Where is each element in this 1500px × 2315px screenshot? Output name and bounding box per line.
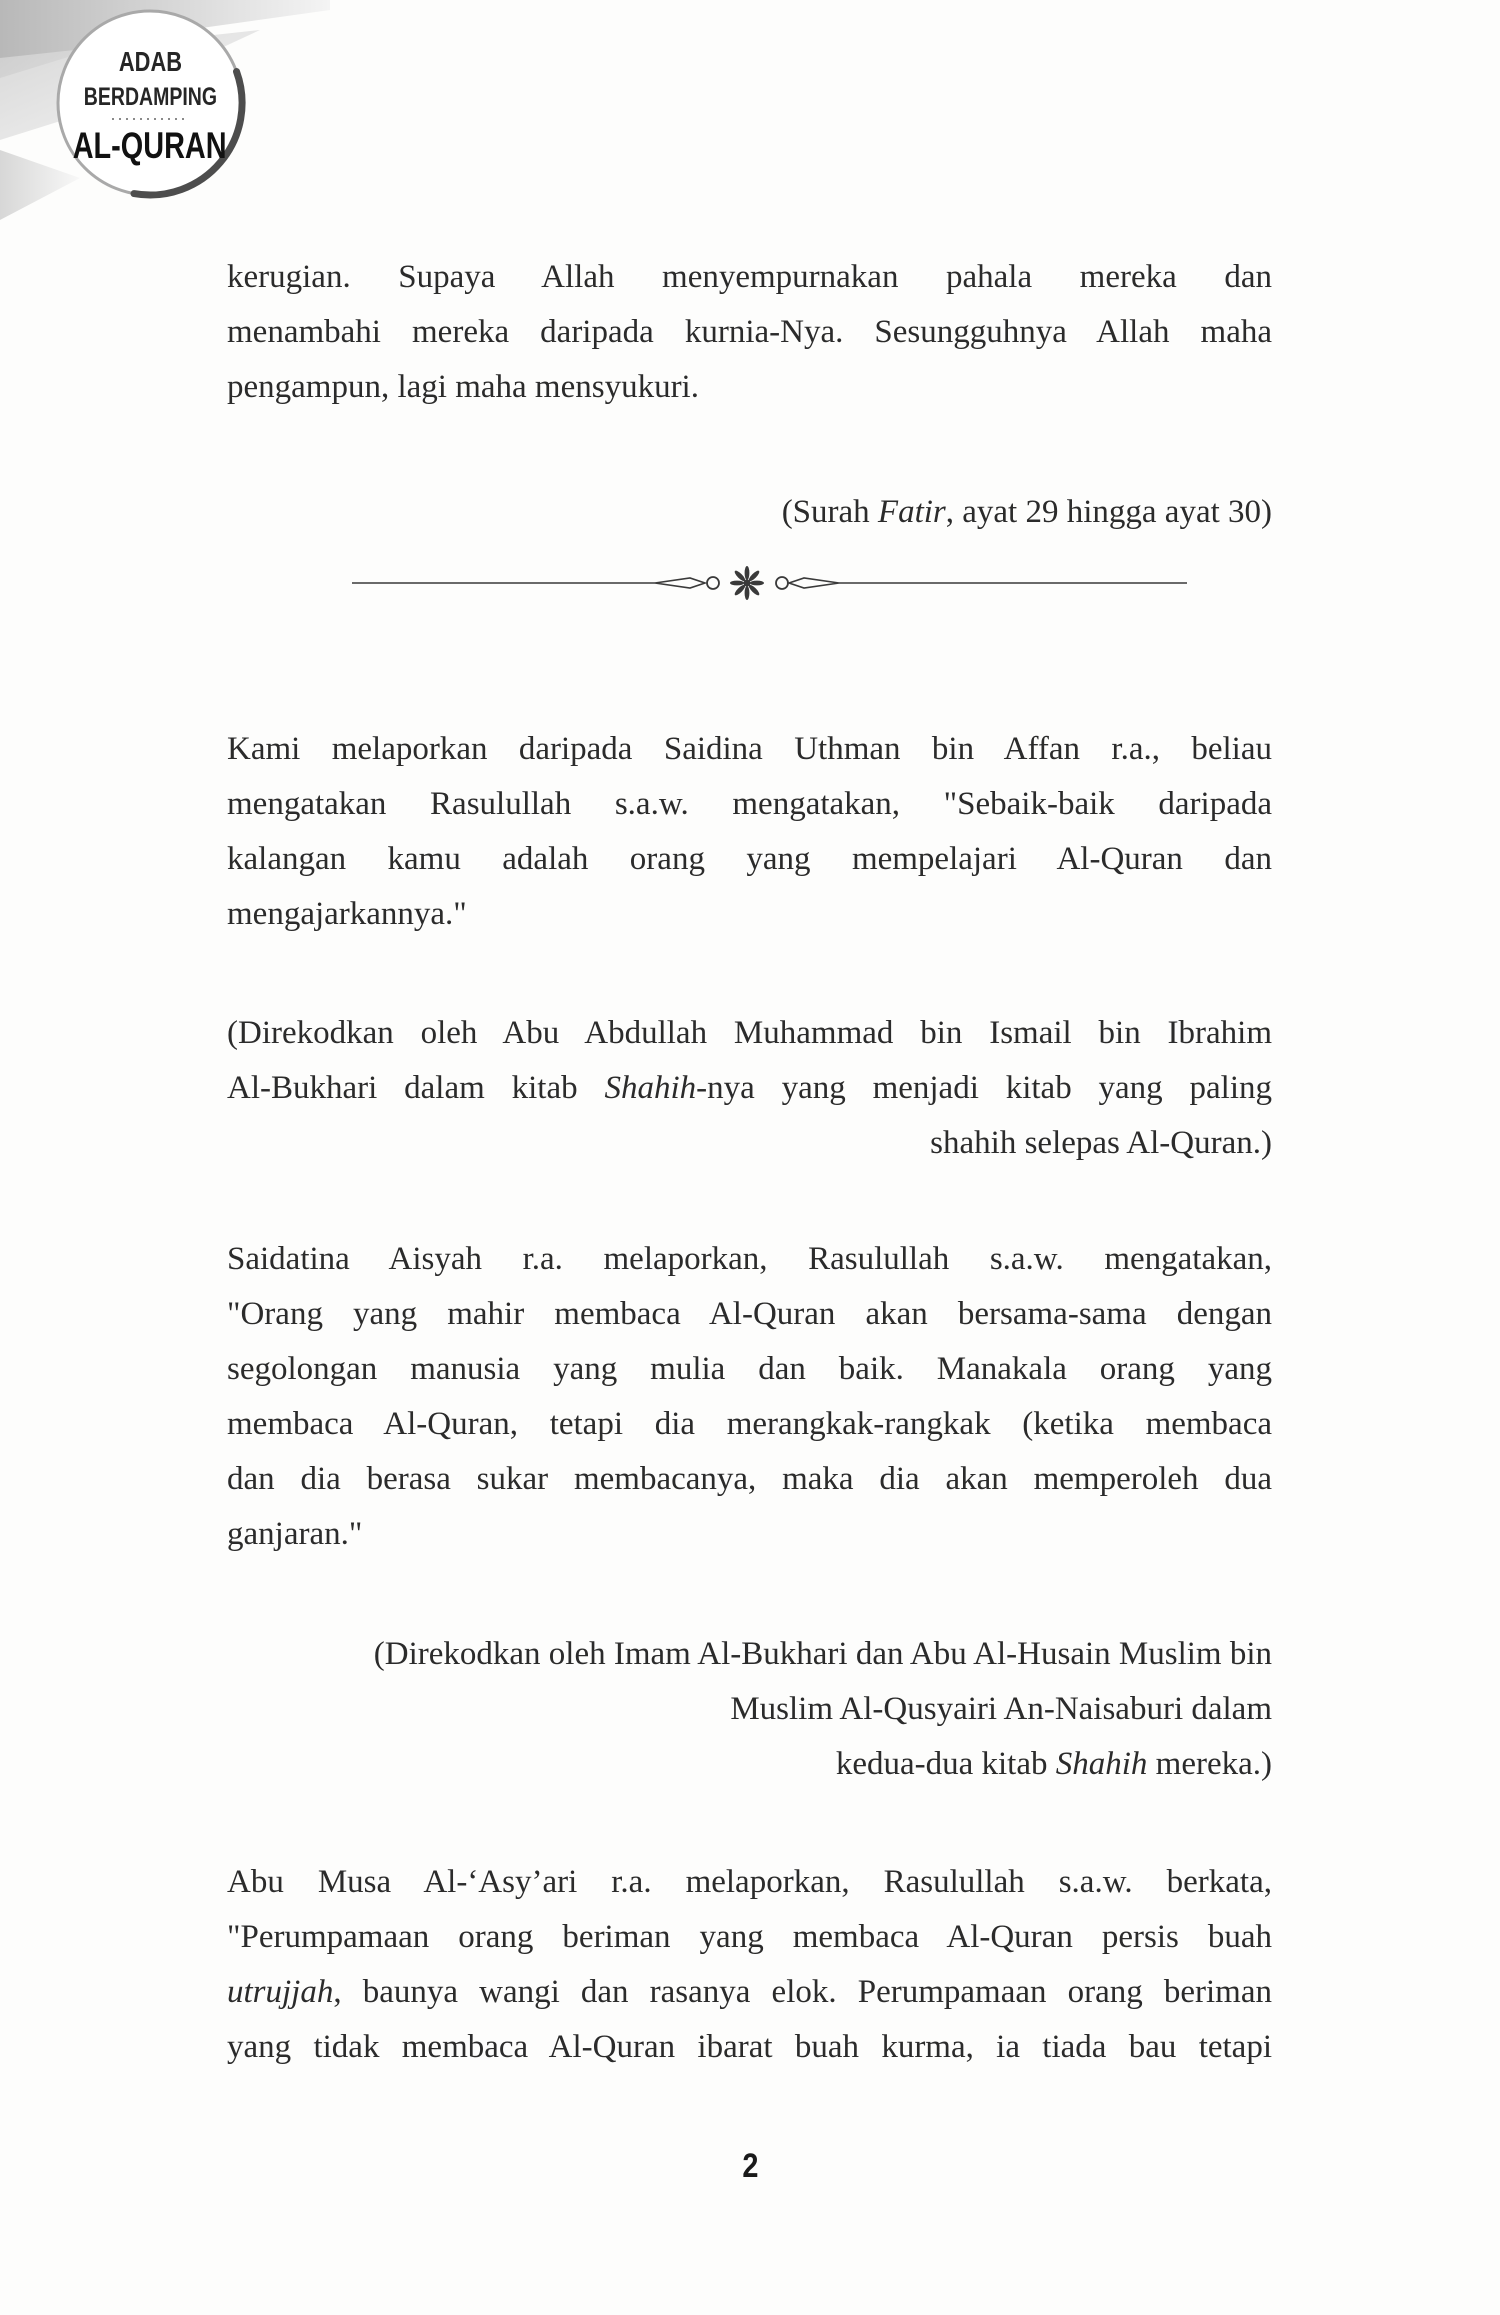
citation-2 <box>227 1006 1272 1171</box>
logo-emblem-graphic <box>0 0 330 240</box>
paragraph-line: pengampun, lagi maha mensyukuri. <box>227 369 699 405</box>
paragraph-text: , baunya wangi dan rasanya elok. Perumpamaan orang beriman <box>333 1974 1272 2010</box>
citation-text: -nya yang menjadi kitab yang paling <box>696 1070 1272 1106</box>
citation-line: shahih selepas Al-Quran.) <box>930 1125 1272 1161</box>
paragraph-line: "Perumpamaan orang beriman yang membaca Al-Quran persis buah <box>227 1919 1272 1955</box>
paragraph-2 <box>227 722 1272 942</box>
citation-line: Muslim Al-Qusyairi An-Naisaburi dalam <box>730 1691 1272 1727</box>
paragraph-line: Saidatina Aisyah r.a. melaporkan, Rasulullah s.a.w. mengatakan, <box>227 1241 1272 1277</box>
surah-name: Fatir <box>877 494 946 530</box>
paragraph-line: mengatakan Rasulullah s.a.w. mengatakan, "Sebaik-baik daripada <box>227 786 1272 822</box>
paragraph-line: segolongan manusia yang mulia dan baik. Manakala orang yang <box>227 1351 1272 1387</box>
ornamental-divider <box>0 540 1500 630</box>
citation-text: kedua-dua kitab <box>835 1746 1056 1782</box>
citation-line <box>227 1061 1272 1116</box>
paragraph-line <box>227 1965 1272 2020</box>
paragraph-line: mengajarkannya." <box>227 896 467 932</box>
paragraph-line: Kami melaporkan daripada Saidina Uthman bin Affan r.a., beliau <box>227 731 1272 767</box>
paragraph-line: Abu Musa Al-‘Asy’ari r.a. melaporkan, Rasulullah s.a.w. berkata, <box>227 1864 1272 1900</box>
citation-line <box>227 1737 1272 1792</box>
book-title: Shahih <box>1055 1746 1148 1782</box>
paragraph-line: membaca Al-Quran, tetapi dia merangkak-rangkak (ketika membaca <box>227 1406 1272 1442</box>
citation-line <box>227 485 1272 540</box>
paragraph-line: yang tidak membaca Al-Quran ibarat buah kurma, ia tiada bau tetapi <box>227 2029 1272 2065</box>
book-title: Shahih <box>604 1070 697 1106</box>
paragraph-3 <box>227 1232 1272 1562</box>
flower-ornament-icon <box>730 566 764 600</box>
citation-text: Al-Bukhari dalam kitab <box>227 1070 605 1106</box>
paragraph-4 <box>227 1855 1272 2075</box>
citation-1 <box>227 485 1272 540</box>
logo-line-1: ADAB <box>118 46 182 77</box>
citation-text: mereka.) <box>1147 1746 1272 1782</box>
logo-line-3: AL-QURAN <box>73 125 227 166</box>
page-number: 2 <box>741 2147 759 2185</box>
paragraph-line: "Orang yang mahir membaca Al-Quran akan bersama-sama dengan <box>227 1296 1272 1332</box>
citation-text: , ayat 29 hingga ayat 30) <box>945 494 1272 530</box>
citation-line: (Direkodkan oleh Abu Abdullah Muhammad bin Ismail bin Ibrahim <box>227 1015 1272 1051</box>
paragraph-line: ganjaran." <box>227 1516 363 1552</box>
logo-line-2: BERDAMPING <box>83 83 217 111</box>
paragraph-1 <box>227 250 1272 415</box>
citation-line: (Direkodkan oleh Imam Al-Bukhari dan Abu Al-Husain Muslim bin <box>373 1636 1272 1672</box>
fruit-name: utrujjah <box>227 1974 334 2010</box>
citation-text: (Surah <box>781 494 878 530</box>
paragraph-line: menambahi mereka daripada kurnia-Nya. Sesungguhnya Allah maha <box>227 314 1272 350</box>
citation-3 <box>227 1627 1272 1792</box>
book-title-logo <box>0 0 330 240</box>
paragraph-line: kerugian. Supaya Allah menyempurnakan pahala mereka dan <box>227 259 1272 295</box>
paragraph-line: dan dia berasa sukar membacanya, maka dia akan memperoleh dua <box>227 1461 1272 1497</box>
paragraph-line: kalangan kamu adalah orang yang mempelajari Al-Quran dan <box>227 841 1272 877</box>
